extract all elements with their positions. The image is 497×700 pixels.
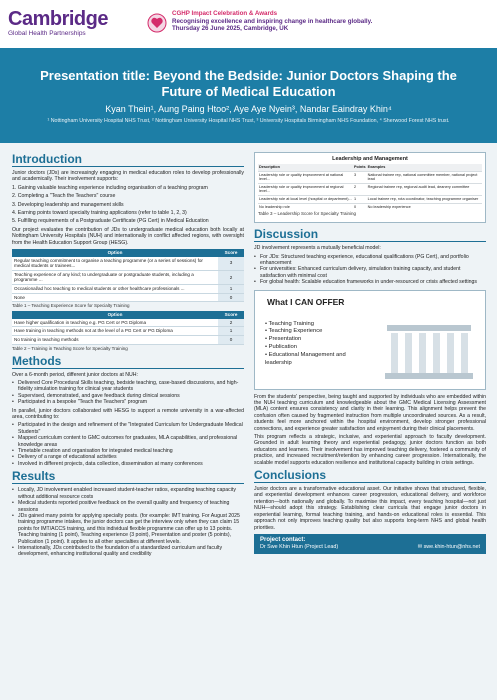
table-row — [258, 171, 482, 183]
list-item: • For global health: Scalable education frameworks in under-resourced or crisis affected settings — [254, 279, 486, 285]
intro-paragraph-2: Our project evaluates the contribution of JDs to undergraduate medical education both locally at Nottingham University Hospitals (NUH) and internationally in conflict affected regions, with oversight from the Health Education Support Group (HESG). — [12, 226, 244, 246]
list-item: • Internationally, JDs contributed to the foundation of a standardized curriculum and faculty development, enhancing institutional quality and credibility — [12, 545, 244, 558]
results-heading: Results — [12, 469, 244, 484]
contact-box — [254, 534, 486, 554]
globe-heart-icon — [146, 12, 168, 34]
methods-paragraph-1: Over a 6-month period, different junior doctors at NUH: — [12, 371, 138, 378]
table-header: Score — [218, 311, 244, 319]
table-header: Examples — [367, 164, 482, 171]
table-cell: National trainee rep, national committee member, national project lead — [367, 171, 482, 183]
event-date: Thursday 26 June 2025, Cambridge, UK — [172, 25, 289, 33]
table-header: Option — [12, 311, 218, 319]
table-caption: Table 3 – Leadership Score for Specialty Training — [258, 211, 357, 217]
table-cell: 3 — [353, 171, 367, 183]
table-header: Points — [353, 164, 367, 171]
intro-item: 4. Earning points toward specialty training applications (refer to table 1, 2, 3) — [12, 210, 187, 217]
discussion-list — [254, 254, 486, 286]
table-row — [12, 319, 244, 327]
list-item: • Presentation — [265, 336, 302, 343]
poster-header — [0, 0, 497, 48]
table-caption: Table 1 – Teaching Experience Score for Specialty Training — [12, 303, 130, 309]
leadership-table-title: Leadership and Management — [332, 156, 408, 162]
intro-item: 1. Gaining valuable teaching experience including organisation of a teaching program — [12, 184, 208, 191]
table-cell: No leadership role — [258, 203, 353, 210]
table-cell: Teaching experience of any kind; to undergraduate or postgraduate students, including a programme ... — [12, 270, 218, 284]
leadership-table-box — [254, 152, 486, 223]
discussion-heading: Discussion — [254, 227, 486, 242]
list-item: • Locally, JD involvement enabled increased student-teacher ratios, expanding teaching capacity without additional resource costs — [12, 487, 244, 500]
discussion-paragraph-3: This program reflects a strategic, inclusive, and experiential approach to faculty development. Grounded in adult learning theory and experiential pedagogy, junior doctors function as both educators and learners. Their involvement has improved teaching delivery, fostered a community of practice, and increased recruitment/retention by enhancing career progression. Internationally, the scalable model supports education resilience and institutional capacity building in crisis settings. — [254, 434, 486, 466]
right-column — [254, 152, 486, 554]
table-row — [258, 203, 482, 210]
introduction-heading: Introduction — [12, 152, 244, 167]
table-cell: 0 — [353, 203, 367, 210]
list-item: • Educational Management and — [265, 351, 346, 358]
event-title: CGHP Impact Celebration & Awards — [172, 10, 278, 17]
table-cell: Regional trainee rep, regional audit lead, deanery committee — [367, 183, 482, 195]
contact-details — [260, 537, 338, 551]
list-item: • Delivery of a range of educational activities — [12, 454, 244, 460]
list-item: • Publication — [265, 343, 297, 350]
list-item: • Participated in the design and refinement of the "Integrated Curriculum for Undergraduate Medical Students" — [12, 422, 244, 435]
table-cell: 0 — [218, 336, 244, 345]
contact-title: Project contact: — [260, 536, 306, 543]
table-cell: Leadership role or quality improvement at regional level... — [258, 183, 353, 195]
table-cell: Have training in teaching methods not at the level of a PG Cert or PG Diploma — [12, 327, 218, 336]
list-item: • Teaching Experience — [265, 328, 323, 335]
table-row — [258, 183, 482, 195]
list-item: • Delivered Core Procedural Skills teaching, bedside teaching, case-based discussions, and high-fidelity simulation training for clinical year students — [12, 380, 244, 393]
author-list: Kyan Thein¹, Aung Paing Htoo², Aye Aye Nyein³, Nandar Eaindray Khin⁴ — [105, 104, 392, 114]
intro-list — [12, 185, 244, 225]
intro-paragraph-1: Junior doctors (JDs) are increasingly engaging in medical education roles to develop professionally and academically. Their involvement supports: — [12, 170, 244, 183]
table-cell: 3 — [218, 257, 244, 271]
logo-subtitle: Global Health Partnerships — [8, 30, 86, 37]
table-cell: 1 — [353, 195, 367, 203]
table-row — [12, 270, 244, 284]
table-cell: Leadership role or quality improvement at national level... — [258, 171, 353, 183]
table-cell: 2 — [218, 319, 244, 327]
offer-title: What I CAN OFFER — [267, 296, 345, 307]
discussion-paragraph-2: From the students' perspective, being taught and supported by individuals who are embedded within the NUH teaching curriculum and knowledgeable about the GMC Medical Licensing Assessment (MLA) content ensures consistency and clarity in their learning. This alignment helps prevent the confusion often caused by fragmented instruction from multiple uncoordinated sources. As a result, students feel more anchored within the hospital environment, develop stronger professional connections, and experience greater satisfaction and enjoyment during their clinical placements. — [254, 393, 486, 432]
list-item: • For JDs: Structured teaching experience, educational qualifications (PG Cert), and portfolio enhancement — [254, 254, 486, 267]
intro-item: 5. Fulfilling requirements of a Postgraduate Certificate (PG Cert) in Medical Education — [12, 218, 209, 225]
table-row — [12, 336, 244, 345]
email-icon: ✉ — [417, 543, 424, 550]
event-tagline: Recognising excellence and inspiring change in healthcare globally. — [172, 17, 373, 25]
list-item: • For universities: Enhanced curriculum delivery, simulation training capacity, and student satisfaction with minimal cost — [254, 266, 486, 279]
table-cell: 1 — [218, 285, 244, 294]
methods-list-2 — [12, 422, 244, 467]
table-caption: Table 2 – Training in Teaching Score for Specialty Training — [12, 345, 128, 351]
affiliations: ¹ Nottingham University Hospital NHS Trust, ² Nottingham University Hospital NHS Trust, ³ University Hospitals Birmingham NHS Foundation, ⁴ Sherwood Forest NHS trust. — [47, 118, 450, 124]
table-header: Score — [218, 249, 244, 257]
leadership-table — [258, 164, 482, 210]
methods-list-1 — [12, 380, 244, 406]
event-info — [172, 10, 492, 33]
table-cell: Regular teaching commitment to organise a teaching programme (or a series of sessions) for medical students or trainees... — [12, 257, 218, 271]
list-item: • Supervised, demonstrated, and gave feedback during clinical sessions — [12, 393, 244, 399]
logo-wordmark: Cambridge — [8, 8, 108, 30]
list-item: • Timetable creation and organisation for integrated medical teaching — [12, 448, 244, 454]
methods-paragraph-2: In parallel, junior doctors collaborated with HESG to support a remote university in a war-affected area, contributing to: — [12, 407, 244, 421]
left-column — [12, 152, 244, 560]
table-cell: Have higher qualification in teaching e.g. PG Cert or PG Diploma — [12, 319, 218, 327]
methods-heading: Methods — [12, 354, 244, 369]
what-i-can-offer-box — [254, 290, 486, 390]
contact-name: Dr Swe Khin Htun (Project Lead) — [260, 543, 339, 550]
conclusions-heading: Conclusions — [254, 468, 486, 483]
list-item: • JDs gained many points for applying specialty posts. (for example: IMT training. For August 2025 training programme intakes, the junior doctors can get the interview only when they can claim 15 points for IMT/ACCS training, and this individual flexible programme can offer up to 13 points. Teaching training (1 point), Teaching experience (3 point), Presentation and poster (5 points), Publication (1 point). It applies to all other specialties at different levels. — [12, 513, 244, 545]
table-cell: Occasional/ad hoc teaching to medical students or other healthcare professionals ... — [12, 285, 218, 294]
list-item: leadership — [265, 359, 292, 366]
table-cell: Local trainee rep, rota coordinator, teaching programme organiser — [367, 195, 482, 203]
list-item: • Participated in a bespoke "Teach the Teachers" program — [12, 399, 244, 405]
teaching-training-table — [12, 311, 244, 344]
conclusions-paragraph: Junior doctors are a transformative educational asset. Our initiative shows that structured, flexible, and experiential development enhances career progression, educational delivery, and workforce retention—both nationally and globally. To maximise this impact, every teaching hospital—not just NUH—should adopt this strategy. Establishing clear curricula that engage junior doctors in experiential learning, formal teaching training, and hands-on educational roles is essential. This approach not only improves teaching quality but also supports long-term NHS and global health priorities. — [254, 486, 486, 531]
contact-email[interactable]: swe.khin-htun@nhs.net — [423, 543, 480, 550]
table-header: Option — [12, 249, 218, 257]
table-cell: 2 — [353, 183, 367, 195]
list-item: • Mapped curriculum content to GMC outcomes for graduates, MLA capabilities, and professional knowledge areas — [12, 435, 244, 448]
list-item: • Involved in different projects, data collection, dissemination at many conferences — [12, 461, 244, 467]
intro-item: 2. Completing a "Teach the Teachers" course — [12, 193, 116, 200]
teaching-experience-table — [12, 249, 244, 302]
table-cell: None — [12, 293, 218, 302]
list-item: • Teaching Training — [265, 320, 314, 327]
table-cell: 0 — [218, 293, 244, 302]
table-row — [12, 285, 244, 294]
table-cell: 1 — [218, 327, 244, 336]
intro-item: 3. Developing leadership and management skills — [12, 201, 124, 208]
table-row — [12, 293, 244, 302]
table-cell: No training in teaching methods — [12, 336, 218, 345]
table-row — [12, 257, 244, 271]
table-cell: Leadership role at local level (hospital or department)... — [258, 195, 353, 203]
cambridge-logo — [8, 9, 128, 41]
pillars-icon — [383, 321, 475, 383]
contact-email-wrap — [418, 544, 480, 551]
offer-list — [265, 321, 346, 368]
table-row — [12, 327, 244, 336]
results-list — [12, 487, 244, 557]
discussion-paragraph-1: JD involvement represents a mutually beneficial model: — [254, 245, 381, 252]
list-item: • Medical students reported positive feedback on the overall quality and frequency of teaching sessions — [12, 500, 244, 513]
poster-title: Presentation title: Beyond the Bedside: Junior Doctors Shaping the Future of Medical Education — [40, 68, 457, 99]
table-cell: 2 — [218, 270, 244, 284]
table-row — [258, 195, 482, 203]
table-header: Description — [258, 164, 353, 171]
table-cell: No leadership experience — [367, 203, 482, 210]
